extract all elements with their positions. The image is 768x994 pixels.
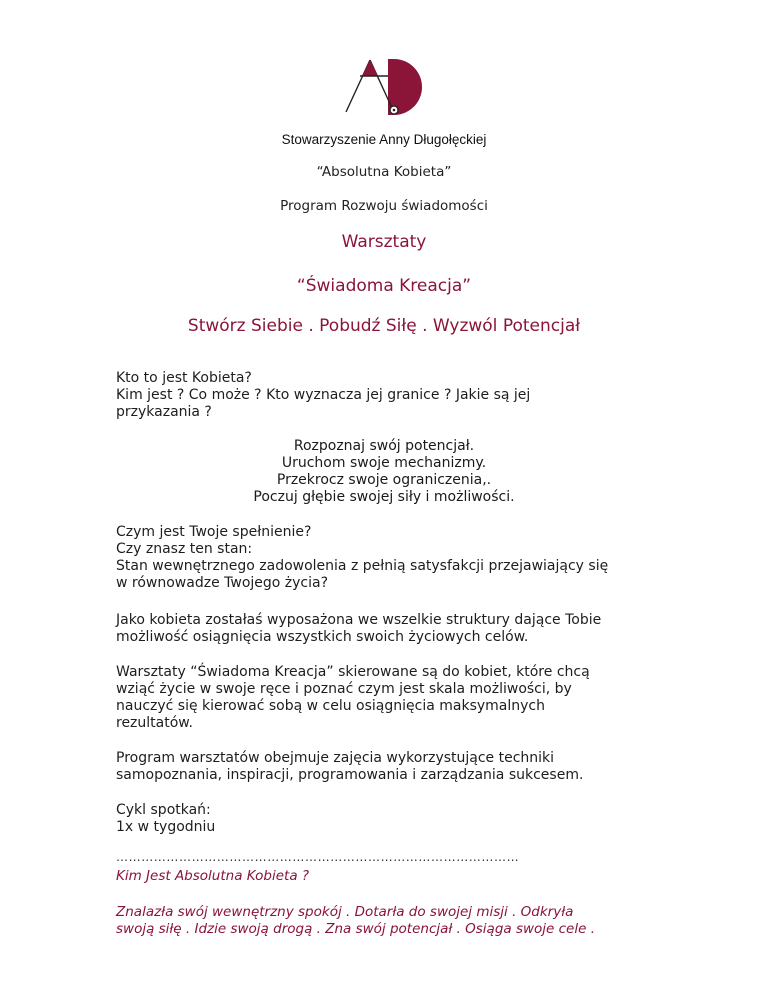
fulfillment-paragraph <box>116 524 656 592</box>
section-title: Warsztaty <box>341 232 427 252</box>
ad-logo-icon <box>332 58 436 116</box>
program-title: Program Rozwoju świadomości <box>280 198 488 214</box>
text-line: Cykl spotkań: <box>116 802 211 818</box>
affirmation-line: Uruchom swoje mechanizmy. <box>281 455 487 471</box>
text-line: Kim jest ? Co może ? Kto wyznacza jej granice ? Jakie są jej <box>116 387 531 403</box>
text-line: Jako kobieta zostałaś wyposażona we wszelkie struktury dające Tobie <box>116 612 602 628</box>
text-line: Program warsztatów obejmuje zajęcia wykorzystujące techniki <box>116 750 555 766</box>
absolute-paragraph <box>116 904 656 938</box>
text-line: Stan wewnętrznego zadowolenia z pełnią satysfakcji przejawiający się <box>116 558 609 574</box>
text-line: wziąć życie w swoje ręce i poznać czym jest skala możliwości, by <box>116 681 572 697</box>
text-line: 1x w tygodniu <box>116 819 216 835</box>
affirmation-line: Przekrocz swoje ograniczenia,. <box>276 472 492 488</box>
text-line: rezultatów. <box>116 715 193 731</box>
text-line: nauczyć się kierować sobą w celu osiągnięcia maksymalnych <box>116 698 545 714</box>
dotted-divider: …………………………………………………………………………………… <box>116 850 520 864</box>
absolute-question: Kim Jest Absolutna Kobieta ? <box>116 868 310 884</box>
text-line: samopoznania, inspiracji, programowania i zarządzania sukcesem. <box>116 767 584 783</box>
text-line: swoją siłę . Idzie swoją drogą . Zna swój potencjał . Osiąga swoje cele . <box>116 921 596 937</box>
program-paragraph <box>116 750 656 784</box>
affirmation-line: Poczuj głębie swojej siły i możliwości. <box>253 489 515 505</box>
tagline: “Absolutna Kobieta” <box>316 164 452 180</box>
text-line: Znalazła swój wewnętrzny spokój . Dotarła do swojej misji . Odkryła <box>116 904 574 920</box>
intro-paragraph <box>116 370 656 421</box>
text-line: w równowadze Twojego życia? <box>116 575 329 591</box>
text-line: Czym jest Twoje spełnienie? <box>116 524 312 540</box>
text-line: Warsztaty “Świadoma Kreacja” skierowane są do kobiet, które chcą <box>116 664 590 680</box>
equipped-paragraph <box>116 612 656 646</box>
text-line: Czy znasz ten stan: <box>116 541 253 557</box>
target-paragraph <box>116 664 656 732</box>
text-line: możliwość osiągnięcia wszystkich swoich życiowych celów. <box>116 629 529 645</box>
organization-name: Stowarzyszenie Anny Długołęckiej <box>281 132 487 147</box>
workshop-name: “Świadoma Kreacja” <box>296 276 472 296</box>
text-line: Kto to jest Kobieta? <box>116 370 252 386</box>
text-line: przykazania ? <box>116 404 212 420</box>
motto: Stwórz Siebie . Pobudź Siłę . Wyzwól Potencjał <box>187 316 581 336</box>
affirmations <box>0 438 768 506</box>
schedule-paragraph <box>116 802 656 836</box>
affirmation-line: Rozpoznaj swój potencjał. <box>293 438 475 454</box>
